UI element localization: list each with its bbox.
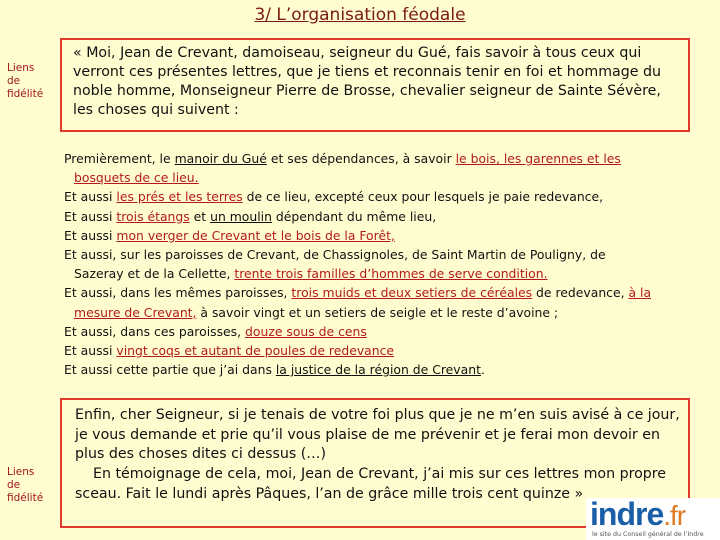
list-item: Et aussi trois étangs et un moulin dépendant du même lieu, bbox=[64, 208, 437, 224]
logo-subtitle: le site du Conseil général de l’Indre bbox=[592, 531, 704, 538]
list-item: Et aussi les prés et les terres de ce lieu, excepté ceux pour lesquels je paie redevance, bbox=[64, 189, 604, 205]
page-title: 3/ L’organisation féodale bbox=[254, 5, 466, 25]
list-item: Et aussi, dans ces paroisses, douze sous de cens bbox=[64, 323, 367, 339]
list-item: Sazeray et de la Cellette, trente trois familles d’hommes de serve condition. bbox=[74, 266, 548, 282]
side-label-bottom: Liens de fidélité bbox=[7, 466, 44, 504]
list-item: Et aussi mon verger de Crevant et le bois de la Forêt, bbox=[64, 227, 395, 243]
intro-box bbox=[60, 38, 690, 132]
list-item: Et aussi vingt coqs et autant de poules de redevance bbox=[64, 343, 395, 359]
intro-text: « Moi, Jean de Crevant, damoiseau, seigneur du Gué, fais savoir à tous ceux qui verront ces présentes lettres, que je tiens et reconnais tenir en foi et hommage du noble homme, Monseigneur Pierre de Brosse, chevalier seigneur de Sainte Sévère, les choses qui suivent : bbox=[73, 45, 661, 118]
list-item: Et aussi, sur les paroisses de Crevant, de Chassignoles, de Saint Martin de Pouligny, de bbox=[64, 247, 606, 263]
indre-logo[interactable] bbox=[586, 498, 720, 540]
list-item: Et aussi cette partie que j’ai dans la justice de la région de Crevant. bbox=[64, 362, 485, 378]
side-label-top: Liens de fidélité bbox=[7, 62, 44, 100]
list-item: Premièrement, le manoir du Gué et ses dépendances, à savoir le bois, les garennes et les bbox=[64, 151, 621, 166]
possessions-list bbox=[64, 149, 684, 379]
closing-paragraph-2: En témoignage de cela, moi, Jean de Crevant, j’ai mis sur ces lettres mon propre sceau. Fait le lundi après Pâques, l’an de grâce mille trois cent quinze » bbox=[75, 466, 667, 502]
closing-paragraph-1: Enfin, cher Seigneur, si je tenais de votre foi plus que je ne m’en suis avisé à ce jour, je vous demande et prie qu’il vous plaise de me prévenir et je ferai mon devoir en plus des choses dites ci dessus (…) bbox=[75, 407, 680, 463]
list-item: mesure de Crevant, à savoir vingt et un setiers de seigle et le reste d’avoine ; bbox=[74, 304, 559, 320]
list-item: bosquets de ce lieu. bbox=[74, 170, 199, 186]
logo-wordmark: indre.fr bbox=[590, 496, 686, 532]
list-item: Et aussi, dans les mêmes paroisses, trois muids et deux setiers de céréales de redevance, à la bbox=[64, 285, 652, 301]
